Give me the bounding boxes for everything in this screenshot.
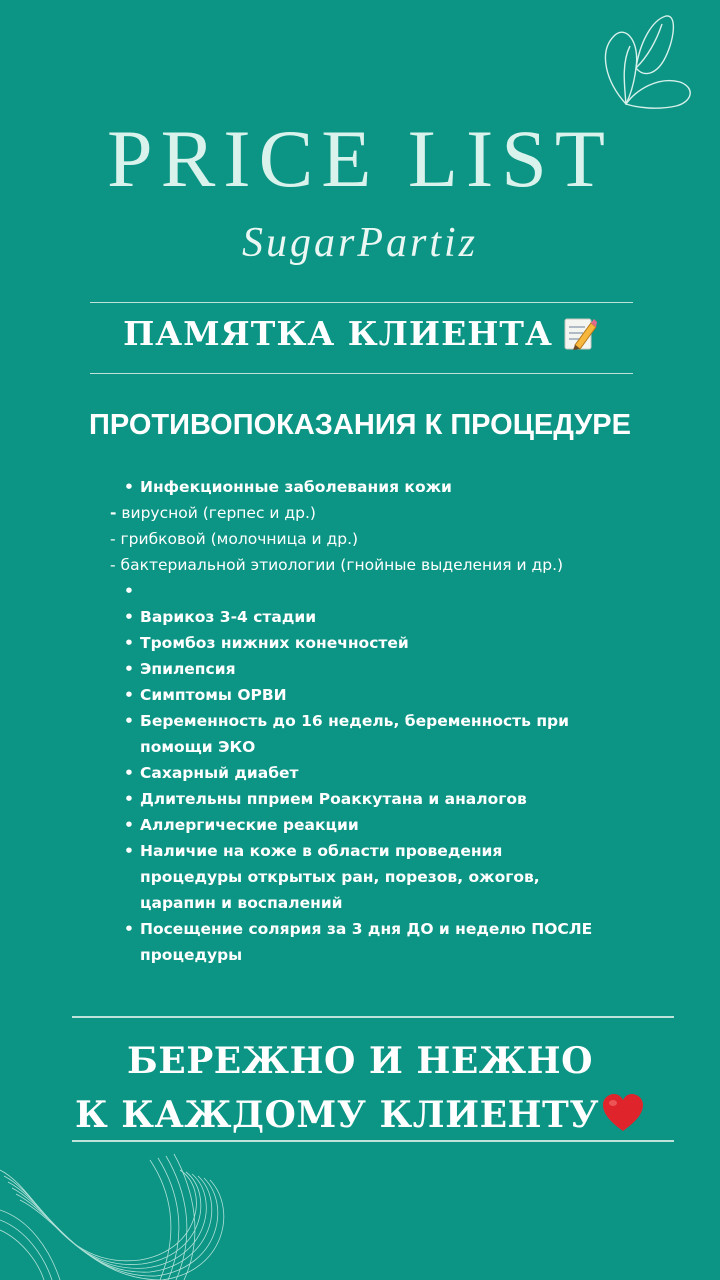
footer-line-2-wrap <box>0 1088 720 1142</box>
divider-footer-bottom <box>72 1140 674 1142</box>
divider-footer-top <box>72 1016 674 1018</box>
brand-name: SugarPartiz <box>241 220 479 266</box>
list-item: • Варикоз 3-4 стадии <box>110 604 600 630</box>
list-item: • Беременность до 16 недель, беременность при помощи ЭКО <box>110 708 600 760</box>
footer-line-2: К КАЖДОМУ КЛИЕНТУ <box>74 1094 600 1136</box>
sub-item-viral-text: вирусной (герпес и др.) <box>121 504 316 522</box>
contraindications-heading: ПРОТИВОПОКАЗАНИЯ К ПРОЦЕДУРЕ <box>89 409 631 441</box>
list-item: • Симптомы ОРВИ <box>110 682 600 708</box>
list-item: • Наличие на коже в области проведения процедуры открытых ран, порезов, ожогов, царапин и воспалений <box>110 838 600 916</box>
sub-item-bacterial: - бактериальной этиологии (гнойные выделения и др.) <box>110 556 564 574</box>
page-title: PRICE LIST <box>107 113 613 204</box>
list-item-infection: • Инфекционные заболевания кожи <box>110 474 600 500</box>
butterfly-outline-icon <box>596 12 700 112</box>
list-item-empty <box>110 578 600 604</box>
line-swirl-decoration <box>0 1150 300 1280</box>
memo-pencil-icon <box>561 315 597 351</box>
list-item: • Эпилепсия <box>110 656 600 682</box>
list-item: • Сахарный диабет <box>110 760 600 786</box>
contraindications-list <box>110 474 600 968</box>
memo-heading-text: ПАМЯТКА КЛИЕНТА <box>123 314 553 353</box>
sub-item-dash: - <box>110 504 117 522</box>
footer-slogan <box>0 1034 720 1142</box>
list-item: • Посещение солярия за 3 дня ДО и неделю ПОСЛЕ процедуры <box>110 916 600 968</box>
list-item: • Тромбоз нижних конечностей <box>110 630 600 656</box>
red-heart-icon <box>601 1093 645 1133</box>
divider-top <box>90 302 633 303</box>
sub-item-viral <box>110 500 600 526</box>
divider-memo <box>90 373 633 374</box>
list-item: • Аллергические реакции <box>110 812 600 838</box>
list-item: • Длительны пприем Роаккутана и аналогов <box>110 786 600 812</box>
sub-item-fungal: - грибковой (молочница и др.) <box>110 530 359 548</box>
footer-line-1: БЕРЕЖНО И НЕЖНО <box>127 1040 593 1082</box>
memo-heading <box>0 314 720 354</box>
